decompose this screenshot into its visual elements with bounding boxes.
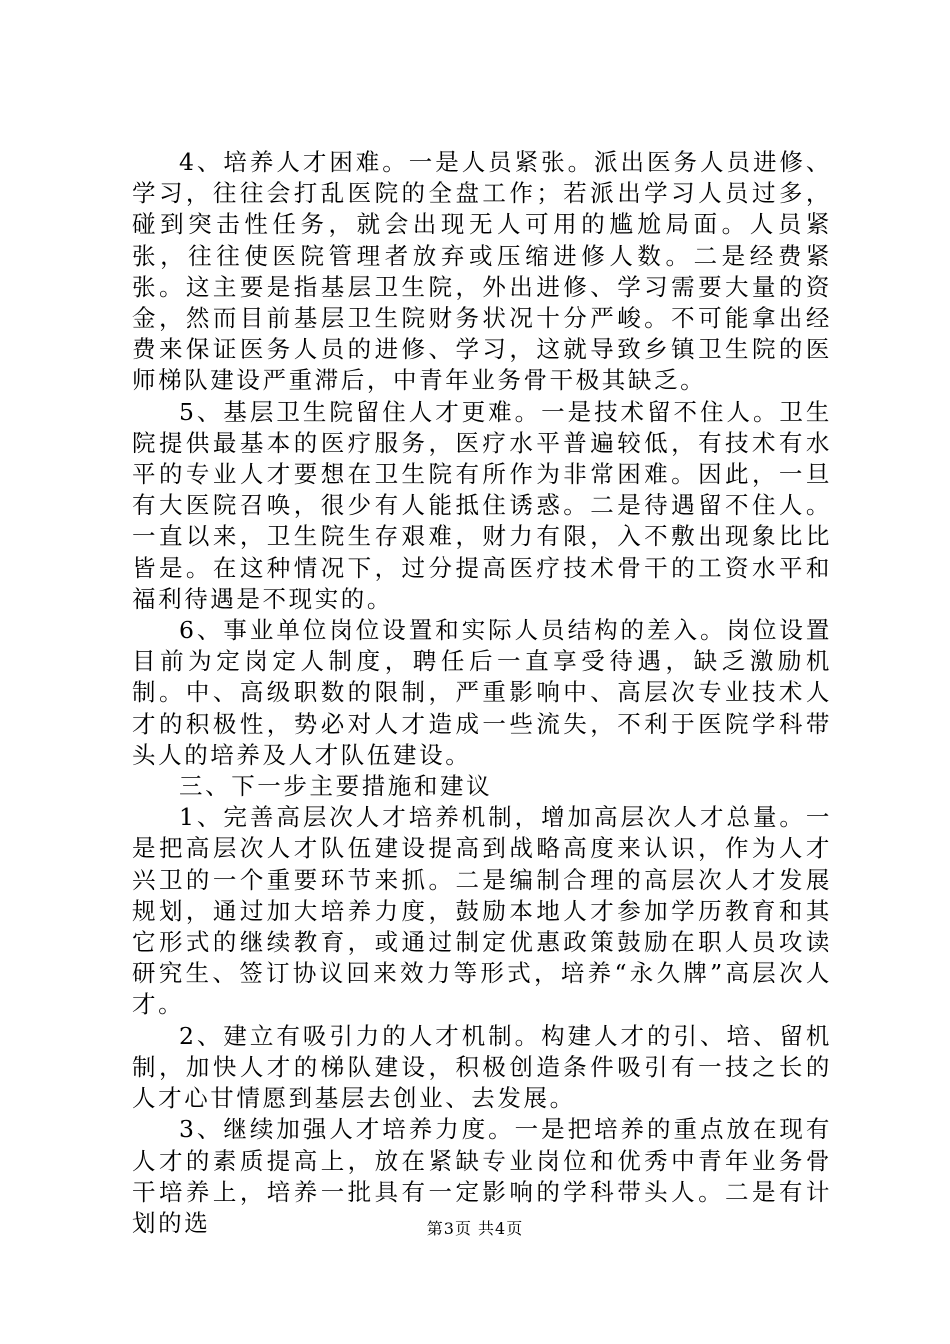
page-number-footer: 第3页 共4页 — [426, 1219, 524, 1238]
paragraph-item-6: 6、事业单位岗位设置和实际人员结构的差入。岗位设置目前为定岗定人制度，聘任后一直享受待遇，缺乏激励机制。中、高级职数的限制，严重影响中、高层次专业技术人才的积极性，势必对人才造成一些流失，不利于医院学科带头人的培养及人才队伍建设。 — [132, 616, 832, 769]
paragraph-measure-1: 1、完善高层次人才培养机制，增加高层次人才总量。一是把高层次人才队伍建设提高到战略高度来认识，作为人才兴卫的一个重要环节来抓。二是编制合理的高层次人才发展规划，通过加大培养力度，鼓励本地人才参加学历教育和其它形式的继续教育，或通过制定优惠政策鼓励在职人员攻读研究生、签订协议回来效力等形式，培养“永久牌”高层次人才。 — [132, 803, 832, 1019]
paragraph-item-4: 4、培养人才困难。一是人员紧张。派出医务人员进修、学习，往往会打乱医院的全盘工作；若派出学习人员过多，碰到突击性任务，就会出现无人可用的尴尬局面。人员紧张，往往使医院管理者放弃或压缩进修人数。二是经费紧张。这主要是指基层卫生院，外出进修、学习需要大量的资金，然而目前基层卫生院财务状况十分严峻。不可能拿出经费来保证医务人员的进修、学习，这就导致乡镇卫生院的医师梯队建设严重滞后，中青年业务骨干极其缺乏。 — [132, 148, 832, 395]
paragraph-measure-2: 2、建立有吸引力的人才机制。构建人才的引、培、留机制，加快人才的梯队建设，积极创造条件吸引有一技之长的人才心甘情愿到基层去创业、去发展。 — [132, 1021, 832, 1113]
paragraph-item-5: 5、基层卫生院留住人才更难。一是技术留不住人。卫生院提供最基本的医疗服务，医疗水平普遍较低，有技术有水平的专业人才要想在卫生院有所作为非常困难。因此，一旦有大医院召唤，很少有人能抵住诱惑。二是待遇留不住人。一直以来，卫生院生存艰难，财力有限，入不敷出现象比比皆是。在这种情况下，过分提高医疗技术骨干的工资水平和福利待遇是不现实的。 — [132, 397, 832, 613]
section-heading-measures: 三、下一步主要措施和建议 — [179, 772, 493, 801]
document-body — [132, 147, 832, 1239]
paragraph-measure-3: 3、继续加强人才培养力度。一是把培养的重点放在现有人才的素质提高上，放在紧缺专业岗位和优秀中青年业务骨干培养上，培养一批具有一定影响的学科带头人。二是有计划的选 — [132, 1115, 832, 1237]
